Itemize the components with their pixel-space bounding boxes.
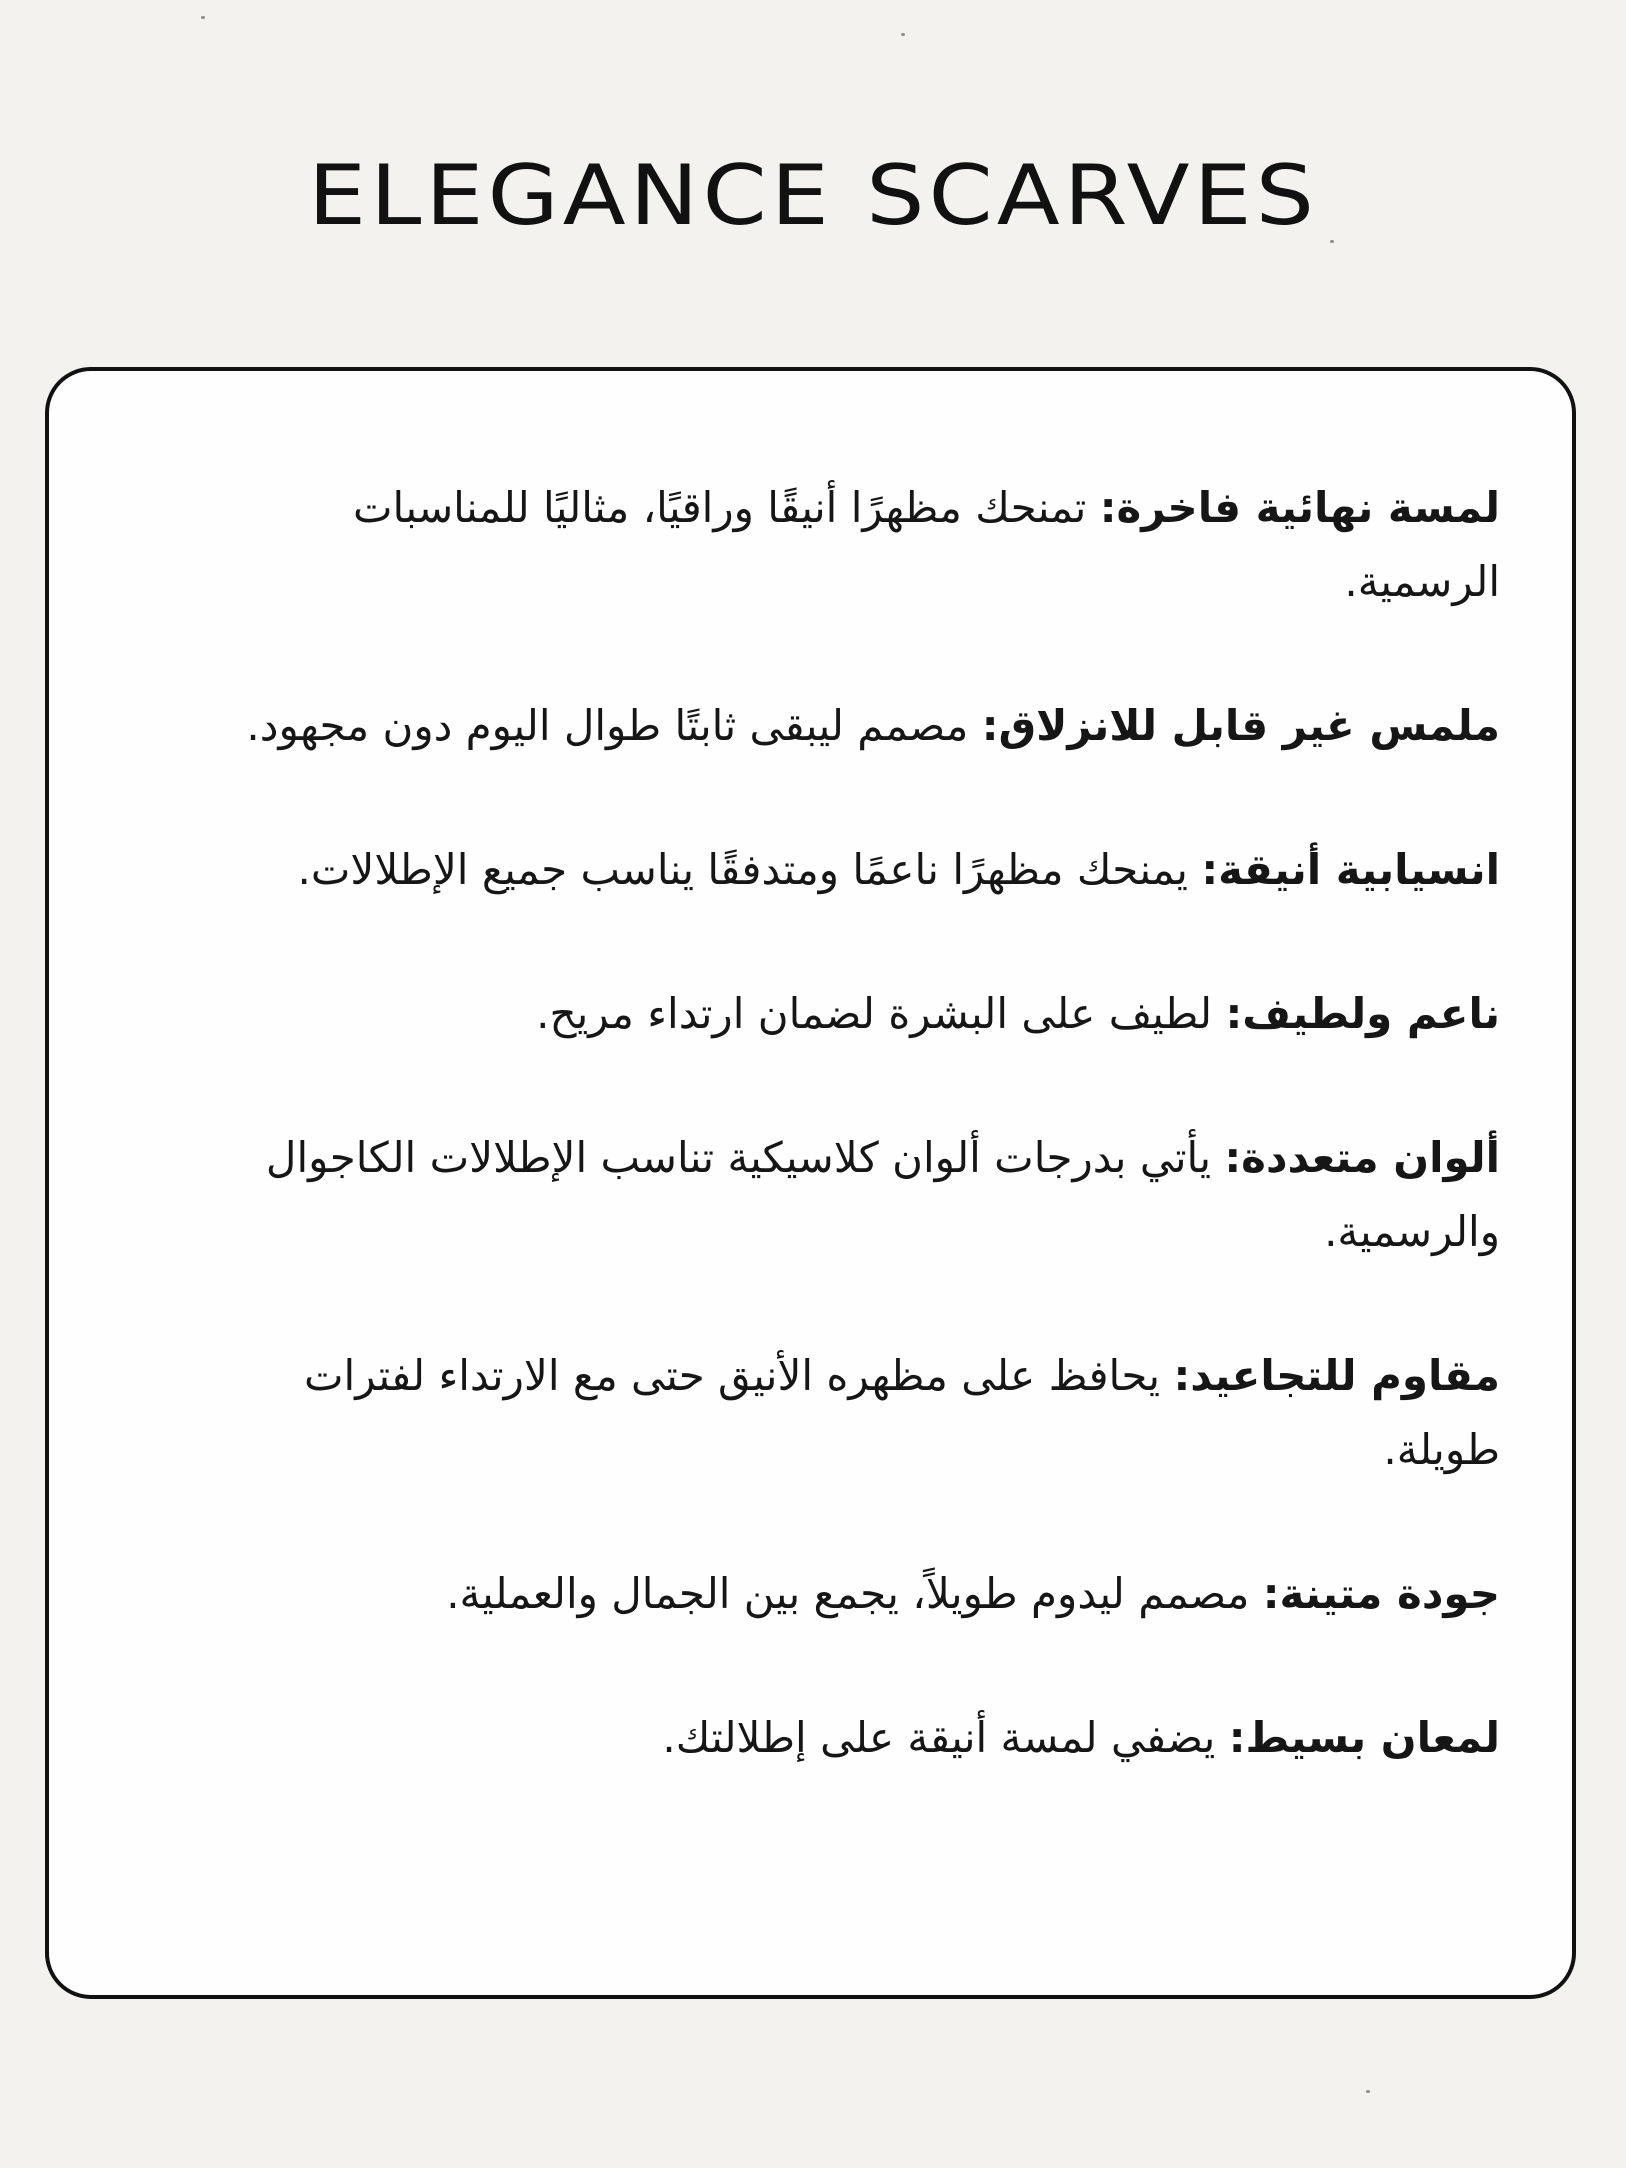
- feature-description: يأتي بدرجات ألوان كلاسيكية تناسب الإطلالات الكاجوال والرسمية.: [265, 1133, 1500, 1256]
- feature-title: لمسة نهائية فاخرة:: [1099, 483, 1500, 532]
- feature-title: ناعم ولطيف:: [1225, 989, 1500, 1038]
- feature-item: [200, 1557, 1500, 1631]
- feature-list: [200, 471, 1500, 1775]
- feature-description: يحافظ على مظهره الأنيق حتى مع الارتداء لفترات طويلة.: [304, 1351, 1500, 1474]
- feature-title: مقاوم للتجاعيد:: [1173, 1351, 1500, 1400]
- feature-title: ملمس غير قابل للانزلاق:: [981, 701, 1500, 750]
- feature-item: [200, 689, 1500, 763]
- feature-item: [200, 471, 1500, 619]
- feature-item: [200, 1339, 1500, 1487]
- feature-item: [200, 977, 1500, 1051]
- feature-title: لمعان بسيط:: [1228, 1713, 1500, 1762]
- paper-speck: [1366, 2090, 1370, 2093]
- feature-description: يمنحك مظهرًا ناعمًا ومتدفقًا يناسب جميع الإطلالات.: [297, 845, 1188, 894]
- paper-speck: [901, 33, 905, 36]
- feature-description: يضفي لمسة أنيقة على إطلالتك.: [662, 1713, 1216, 1762]
- feature-title: جودة متينة:: [1262, 1569, 1500, 1618]
- features-card: [45, 367, 1576, 1999]
- feature-description: مصمم ليبقى ثابتًا طوال اليوم دون مجهود.: [246, 701, 969, 750]
- feature-title: ألوان متعددة:: [1224, 1133, 1500, 1182]
- brand-title: ELEGANCE SCARVES: [307, 147, 1319, 244]
- paper-speck: [201, 16, 205, 19]
- feature-description: تمنحك مظهرًا أنيقًا وراقيًا، مثاليًا للمناسبات الرسمية.: [352, 483, 1500, 606]
- feature-description: مصمم ليدوم طويلاً، يجمع بين الجمال والعملية.: [446, 1569, 1250, 1618]
- feature-item: [200, 1701, 1500, 1775]
- feature-item: [200, 1121, 1500, 1269]
- feature-description: لطيف على البشرة لضمان ارتداء مريح.: [536, 989, 1213, 1038]
- feature-title: انسيابية أنيقة:: [1201, 845, 1500, 894]
- feature-item: [200, 833, 1500, 907]
- paper-speck: [1330, 240, 1334, 243]
